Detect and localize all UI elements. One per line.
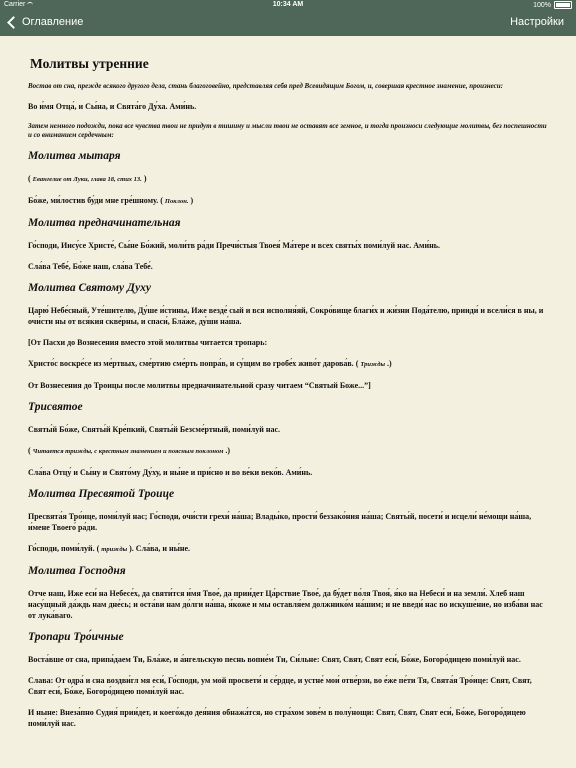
prayer-paragraph: Святы́й Бо́же, Святы́й Кре́пкий, Святы́й Безсме́ртный, поми́луй нас.	[28, 425, 281, 434]
clock: 10:34 AM	[272, 1, 304, 8]
battery-indicator	[533, 1, 572, 9]
page-title: Молитвы утренние	[30, 56, 149, 71]
rubric-note: ( Читается трижды, с крестным знамением и поясным поклоном .)	[28, 446, 231, 455]
navigation-bar	[0, 11, 576, 36]
section-heading: Молитва Святому Духу	[28, 282, 151, 294]
back-button[interactable]	[6, 16, 83, 28]
prayer-paragraph: От Вознесения до Троицы после молитвы предначинательной сразу читаем “Святый Боже...”]	[28, 381, 371, 390]
battery-icon	[554, 1, 572, 9]
back-button-label: Оглавление	[22, 16, 84, 28]
prayer-paragraph: Сла́ва Тебе́, Бо́же наш, сла́ва Тебе́.	[28, 262, 153, 271]
prayer-paragraph: Воста́вше от сна, припа́даем Ти, Бла́же, и а́нгельскую песнь вопие́м Ти, Си́льне: Свят, Свят, Свят еси́, Бо́же, Богоро́дицею поми́луй нас.	[28, 655, 521, 664]
instruction-text: Затем немного подожди, пока все чувства твои не придут в тишину и мысли твои не оставят все земное, и тогда произноси следующие молитвы, без поспешности и со вниманием сердечным:	[28, 122, 547, 139]
section-heading: Тропари Тро́ичные	[28, 631, 124, 643]
prayer-paragraph: Слава: От одра́ и сна воздви́гл мя еси́, Го́споди, ум мой просвети́ и се́рдце, и устне́ мои́ отве́рзи, во е́же пе́ти Тя, Свята́я Тро́ице: Свят, Свят, Свят еси́, Бо́же, Богоро́дицею поми́луй нас.	[28, 676, 532, 696]
prayer-paragraph: Отче наш, Иже еси́ на Небесе́х, да святи́тся и́мя Твое́, да прии́дет Ца́рствие Твое́, да бу́дет во́ля Твоя́, я́ко на Небеси́ и на земли́. Хлеб наш насу́щный да́ждь нам дне́сь; и оста́ви нам до́лги на́ша, я́коже и мы оставля́ем должнико́м на́шим; и не введи́ нас во искуше́ние, но изба́ви нас от лука́ваго.	[28, 589, 543, 620]
prayer-paragraph: Сла́ва Отцу́ и Сы́ну и Свято́му Ду́ху, и ны́не и при́сно и во ве́ки веко́в. Ами́нь.	[28, 468, 313, 477]
section-heading: Трисвятое	[28, 401, 83, 413]
prayer-paragraph: И ныне: Внеза́пно Судия́ прии́дет, и коего́ждо дея́ния обнажа́тся, но стра́хом зове́м в полу́нощи: Свят, Свят, Свят еси́, Бо́же, Богоро́дицею поми́луй нас.	[28, 708, 526, 728]
prayer-paragraph: Го́споди, поми́луй. ( трижды ). Сла́ва, и ны́не.	[28, 544, 191, 553]
settings-button[interactable]: Настройки	[510, 16, 564, 28]
prayer-paragraph: Бо́же, ми́лостив бу́ди мне гре́шному. ( Поклон. )	[28, 196, 194, 205]
status-bar	[0, 0, 576, 11]
prayer-paragraph: [От Пасхи до Вознесения вместо этой молитвы читается тропарь:	[28, 338, 268, 347]
prayer-paragraph: Пресвята́я Тро́ице, поми́луй нас; Го́споди, очи́сти грехи́ на́ша; Влады́ко, прости́ беззако́ния на́ша; Святы́й, посети́ и исцели́ не́мощи на́ша, и́мене Твоего́ ра́ди.	[28, 512, 532, 532]
battery-percent: 100%	[533, 1, 551, 9]
section-heading: Молитва Господня	[28, 565, 126, 577]
prayer-paragraph: Царю́ Небе́сный, Уте́шителю, Ду́ше и́стины, Иже везде́ сый и вся исполня́яй, Сокро́вище благи́х и жи́зни Пода́телю, прииди́ и всели́ся в ны, и очи́сти ны от вся́кия скве́рны, и спаси́, Бла́же, ду́ши на́ша.	[28, 306, 544, 326]
carrier-label: Carrier	[4, 1, 33, 8]
section-heading: Молитва предначинательная	[28, 217, 181, 229]
prayer-text	[28, 56, 548, 739]
prayer-paragraph: Во и́мя Отца́, и Сы́на, и Свята́го Ду́ха. Ами́нь.	[28, 102, 197, 111]
section-heading: Молитва Пресвятой Троице	[28, 488, 175, 500]
chevron-left-icon	[7, 16, 20, 29]
prayer-paragraph: Го́споди, Иису́се Христе́, Сы́не Бо́жий, моли́тв ра́ди Пречи́стыя Твоея́ Ма́тере и всех святы́х поми́луй нас. Ами́нь.	[28, 241, 440, 250]
instruction-text: Востав от сна, прежде всякого другого дела, стань благоговейно, представляя себя пред Всевидящим Богом, и, совершая крестное знамение, произнеси:	[28, 82, 503, 90]
prayer-paragraph: Христо́с воскре́се из ме́ртвых, сме́ртию сме́рть попра́в, и су́щим во гробе́х живо́т дарова́в. ( Трижды .)	[28, 359, 392, 368]
section-heading: Молитва мытаря	[28, 150, 121, 162]
scripture-reference: ( Евангелие от Луки, глава 18, стих 13. )	[28, 174, 147, 183]
